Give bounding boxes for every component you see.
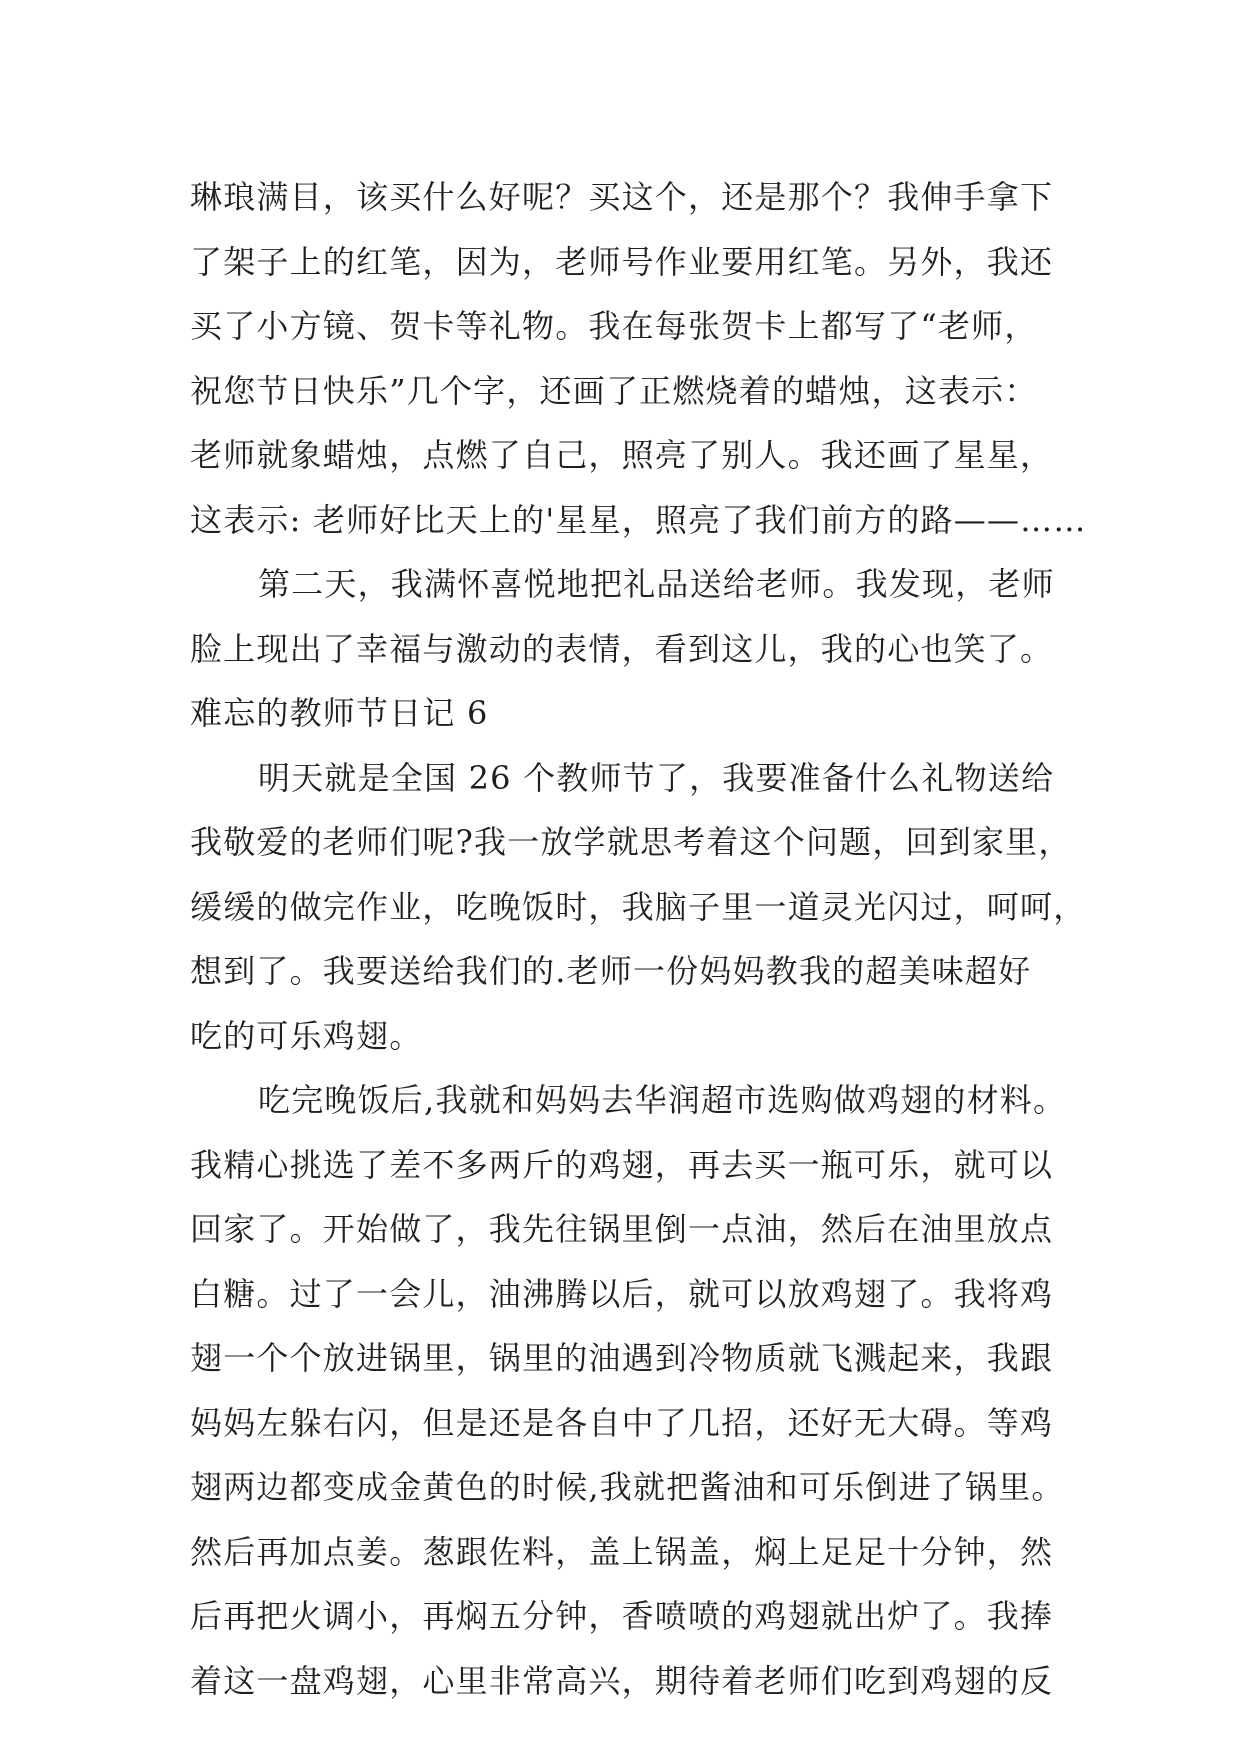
text-line: 妈妈左躲右闪，但是还是各自中了几招，还好无大碍。等鸡: [190, 1403, 1054, 1442]
text-line: 吃完晚饭后,我就和妈妈去华润超市选购做鸡翅的材料。: [258, 1081, 1067, 1119]
text-line: 白糖。过了一会儿，油沸腾以后，就可以放鸡翅了。我将鸡: [190, 1274, 1054, 1313]
text-line: 这表示: 老师好比天上的'星星，照亮了我们前方的路——……: [190, 500, 1087, 539]
text-line: 翅一个个放进锅里，锅里的油遇到冷物质就飞溅起来，我跟: [190, 1339, 1054, 1377]
text-line: 缓缓的做完作业，吃晚饭时，我脑子里一道灵光闪过，呵呵，: [190, 887, 1087, 926]
text-line: 琳琅满目，该买什么好呢？买这个，还是那个？我伸手拿下: [190, 178, 1054, 216]
text-line: 第二天，我满怀喜悦地把礼品送给老师。我发现，老师: [258, 565, 1055, 603]
text-line: 翅两边都变成金黄色的时候,我就把酱油和可乐倒进了锅里。: [190, 1468, 1065, 1506]
text-line: 我精心挑选了差不多两斤的鸡翅，再去买一瓶可乐，就可以: [190, 1145, 1054, 1184]
text-line: 着这一盘鸡翅，心里非常高兴，期待着老师们吃到鸡翅的反: [190, 1661, 1054, 1700]
text-line: 明天就是全国 26 个教师节了，我要准备什么礼物送给: [258, 758, 1055, 797]
text-line: 吃的可乐鸡翅。: [190, 1016, 423, 1055]
document-body: [190, 165, 1087, 1713]
section-heading: 难忘的教师节日记 6: [190, 694, 489, 732]
text-line: 想到了。我要送给我们的.老师一份妈妈教我的超美味超好: [190, 952, 1032, 990]
text-line: 脸上现出了幸福与激动的表情，看到这儿，我的心也笑了。: [190, 629, 1054, 668]
text-line: 回家了。开始做了，我先往锅里倒一点油，然后在油里放点: [190, 1210, 1054, 1248]
text-line: 我敬爱的老师们呢?我一放学就思考着这个问题，回到家里，: [190, 823, 1072, 861]
text-line: 后再把火调小，再焖五分钟，香喷喷的鸡翅就出炉了。我捧: [190, 1597, 1054, 1635]
text-line: 然后再加点姜。葱跟佐料，盖上锅盖，焖上足足十分钟，然: [190, 1532, 1054, 1571]
text-line: 了架子上的红笔，因为，老师号作业要用红笔。另外，我还: [190, 242, 1054, 281]
text-line: 祝您节日快乐”几个字，还画了正燃烧着的蜡烛，这表示：: [190, 371, 1038, 410]
text-line: 老师就象蜡烛，点燃了自己，照亮了别人。我还画了星星，: [190, 436, 1054, 474]
text-line: 买了小方镜、贺卡等礼物。我在每张贺卡上都写了“老师，: [190, 307, 1038, 345]
